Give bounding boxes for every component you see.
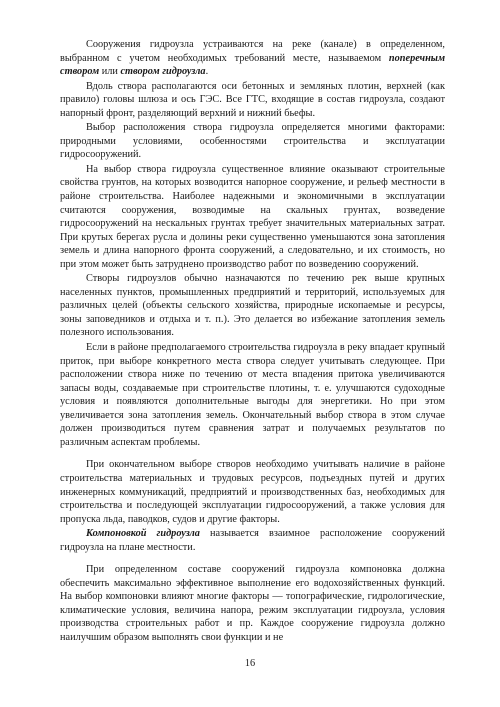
- paragraph: [60, 121, 445, 162]
- defined-term: поперечным створом: [60, 52, 445, 78]
- page-number: 16: [244, 658, 256, 669]
- paragraph: [60, 272, 445, 340]
- paragraph: [60, 341, 445, 449]
- paragraph: [60, 80, 445, 121]
- text-run: При окончательном выборе створов необходимо учитывать наличие в районе строительства материальных и трудовых ресурсов, подъездных путей и других инженерных коммуникаций, предприятий и производственных баз, необходимых для строительства и последующей эксплуатации гидросооружений, а также условия для пропуска льда, паводков, судов и другие факторы.: [60, 459, 445, 525]
- text-run: Выбор расположения створа гидроузла определяется многими факторами: природными условиями, особенностями строительства и эксплуатации гидросооружений.: [60, 122, 445, 161]
- defined-term: створом гидроузла: [120, 66, 206, 78]
- paragraph: [60, 163, 445, 271]
- text-run: При определенном составе сооружений гидроузла компоновка должна обеспечить максимально эффективное выполнение его водохозяйственных функций. На выбор компоновки влияют многие факторы — топографические, гидрологические, климатические условия, величина напора, режим эксплуатации гидроузла, условия производства строительных работ и пр. Каждое сооружение гидроузла должно наилучшим образом выполнять свои функции и не: [60, 564, 445, 643]
- paragraph: [60, 458, 445, 526]
- text-run: На выбор створа гидроузла существенное влияние оказывают строительные свойства грунтов, на которых возводится напорное сооружение, и рельеф местности в районе строительства. Наиболее надежными и экономичными в эксплуатации считаются сооружения, возводимые на скальных грунтах, возведение гидросооружений на нескальных грунтах требует значительных материальных затрат. При крутых берегах русла и долины реки существенно уменьшаются зона затопления земель и длина напорного фронта сооружений, а следовательно, и их стоимость, но при этом может быть затруднено производство работ по возведению сооружений.: [60, 163, 445, 270]
- text-run: или: [99, 66, 121, 78]
- text-run: называется взаимное расположение сооружений гидроузла на плане местности.: [60, 528, 446, 553]
- paragraph: [60, 527, 445, 554]
- text-run: Створы гидроузлов обычно назначаются по течению рек выше крупных населенных пунктов, промышленных предприятий и территорий, используемых для различных целей (объекты сельского хозяйства, природные ископаемые и ресурсы, зоны заповедников и отдыха и т. п.). Это делается во избежание затопления земель полезного использования.: [60, 273, 445, 339]
- text-run: .: [205, 66, 209, 78]
- text-run: Если в районе предполагаемого строительства гидроузла в реку впадает крупный приток, при выборе конкретного места створа следует учитывать следующее. При расположении створа ниже по течению от места впадения притока увеличиваются запасы воды, создаваемые при строительстве плотины, т. е. улучшаются судоходные условия и появляются дополнительные выгоды для энергетики. Но при этом увеличивается зона затопления земель. Окончательный выбор створа в этом случае должен производиться путем сравнения затрат и получаемых результатов по различным аспектам проблемы.: [60, 342, 445, 448]
- paragraph: [60, 563, 445, 644]
- body-text: [60, 38, 445, 645]
- text-run: Вдоль створа располагаются оси бетонных и земляных плотин, верхней (как правило) головы шлюза и ось ГЭС. Все ГТС, входящие в состав гидроузла, создают напорный фронт, разделяющий верхний и нижний бьефы.: [60, 80, 445, 119]
- text-run: Сооружения гидроузла устраиваются на реке (канале) в определенном, выбранном с учетом необходимых требований месте, называемом: [60, 39, 445, 64]
- defined-term: Компоновкой гидроузла: [86, 528, 200, 540]
- paragraph: [60, 38, 445, 79]
